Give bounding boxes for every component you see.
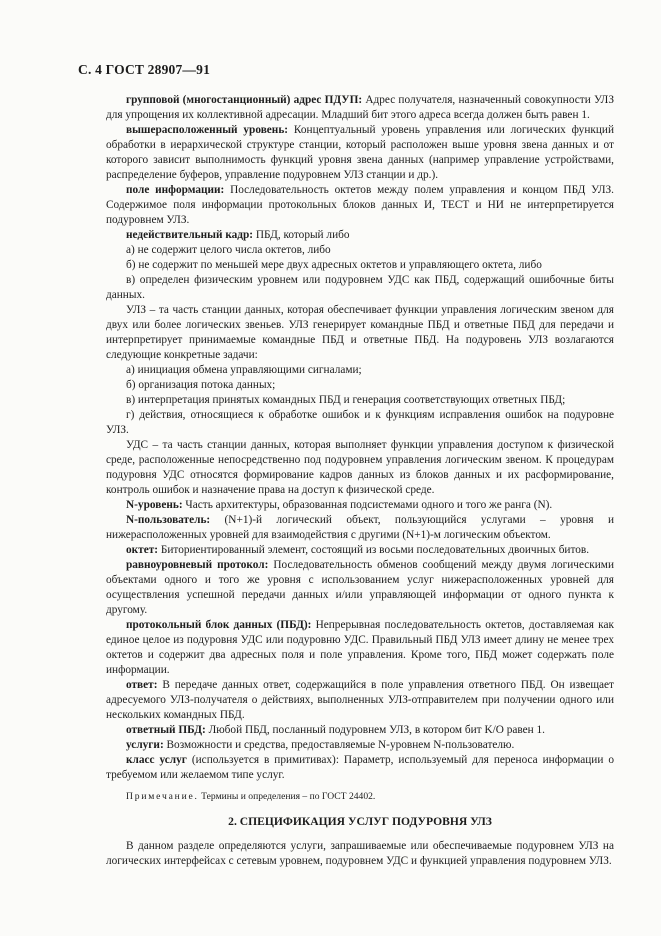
note-text: Термины и определения – по ГОСТ 24402.	[198, 791, 376, 802]
definition-term: N-пользователь:	[126, 514, 211, 526]
definition-entry	[106, 513, 614, 543]
definition-text: Концептуальный уровень управления или логических функций обработки в иерархической структуре станции, который расположен выше уровня звена данных и от которого зависит выполнимость функций уровня звена данных (например управление устройствами, распределение буферов, управление подуровнем УЛЗ станции и др.).	[106, 124, 614, 181]
definition-term: ответный ПБД:	[126, 724, 206, 736]
definition-text: Адрес получателя, назначенный совокупности УЛЗ для упрощения их коллективной адресации. Младший бит этого адреса всегда должен быть равен 1.	[106, 94, 614, 121]
ulz-paragraph: УЛЗ – та часть станции данных, которая обеспечивает функции управления логическим звеном для двух или более логических звеньев. УЛЗ генерирует командные ПБД и ответные ПБД для передачи и интерпретирует принимаемые командные ПБД и ответные ПБД. На подуровень УЛЗ возлагаются следующие конкретные задачи:	[106, 304, 614, 361]
definition-text: Любой ПБД, посланный подуровнем УЛЗ, в котором бит K/O равен 1.	[205, 724, 546, 736]
definition-term: N-уровень:	[126, 499, 183, 511]
definition-term: протокольный блок данных (ПБД):	[126, 619, 312, 631]
definition-term: поле информации:	[126, 184, 225, 196]
list-item: г) действия, относящиеся к обработке ошибок и к функциям исправления ошибок на подуровне УЛЗ.	[106, 409, 614, 436]
list-item: б) не содержит по меньшей мере двух адресных октетов и управляющего октета, либо	[126, 259, 542, 271]
definition-text: Биториентированный элемент, состоящий из восьми последовательных двоичных битов.	[158, 544, 590, 556]
definition-term: групповой (многостанционный) адрес ПДУП:	[126, 94, 363, 106]
definition-term: класс услуг	[126, 754, 187, 766]
definition-text: Часть архитектуры, образованная подсистемами одного и того же ранга (N).	[182, 499, 553, 511]
list-item: в) интерпретация принятых командных ПБД и генерация соответствующих ответных ПБД;	[126, 394, 566, 406]
definition-term: ответ:	[126, 679, 158, 691]
definition-text: В передаче данных ответ, содержащийся в поле управления ответного ПБД. Он извещает адресуемого УЛЗ-получателя о действиях, выполненных УЛЗ-отправителем при получении одного или нескольких командных ПБД.	[106, 679, 614, 721]
list-item: б) организация потока данных;	[126, 379, 276, 391]
definition-entry	[106, 93, 614, 123]
definition-term: равноуровневый протокол:	[126, 559, 269, 571]
definition-text: Последовательность обменов сообщений между двумя логическими объектами одного и того же уровня с использованием услуг нижерасположенных уровней для осуществления успешной передачи данных и/или управляющей информации от одного пункта к другому.	[106, 559, 615, 616]
section-heading: 2. СПЕЦИФИКАЦИЯ УСЛУГ ПОДУРОВНЯ УЛЗ	[228, 815, 492, 828]
definition-term: октет:	[126, 544, 159, 556]
definition-term: недействительный кадр:	[126, 229, 254, 241]
note	[106, 789, 614, 804]
list-item: а) инициация обмена управляющими сигналами;	[126, 364, 362, 376]
definition-entry	[106, 738, 614, 753]
definition-entry	[106, 123, 614, 183]
definition-entry	[106, 678, 614, 723]
definition-text: (N+1)-й логический объект, пользующийся услугами – уровня и нижерасположенных уровней для взаимодействия с другими (N+1)-м логическим объектом.	[106, 514, 614, 541]
list-item: в) определен физическим уровнем или подуровнем УДС как ПБД, содержащий ошибочные биты данных.	[106, 274, 614, 301]
definition-entry	[106, 228, 614, 243]
definition-text: (используется в примитивах): Параметр, используемый для переноса информации о требуемом или желаемом типе услуг.	[106, 754, 615, 781]
definition-entry	[106, 543, 614, 558]
section-paragraph: В данном разделе определяются услуги, запрашиваемые или обеспечиваемые подуровнем УЛЗ на логических интерфейсах с сетевым уровнем, подуровнем УДС и функцией управления подуровнем УЛЗ.	[106, 840, 614, 867]
definition-entry	[106, 723, 614, 738]
definition-text: Последовательность октетов между полем управления и концом ПБД УЛЗ. Содержимое поля информации протокольных блоков данных И, ТЕСТ и НИ не интерпретируется подуровнем УЛЗ.	[106, 184, 614, 226]
definition-term: вышерасположенный уровень:	[126, 124, 289, 136]
page-header: С. 4 ГОСТ 28907—91	[78, 62, 211, 77]
definition-entry	[106, 498, 614, 513]
page-content	[106, 93, 614, 869]
definition-text: Непрерывная последовательность октетов, доставляемая как единое целое из подуровня УДС или подуровню УДС. Правильный ПБД УЛЗ имеет длину не менее трех октетов и содержит два адресных поля и поле управления. Кроме того, ПБД может содержать поле информации.	[106, 619, 614, 676]
definition-entry	[106, 753, 614, 783]
definition-entry	[106, 183, 614, 228]
definition-text: Возможности и средства, предоставляемые N-уровнем N-пользователю.	[163, 739, 515, 751]
definition-text: ПБД, который либо	[253, 229, 350, 241]
note-label: Примечание.	[126, 791, 199, 802]
definition-term: услуги:	[126, 739, 164, 751]
list-item: а) не содержит целого числа октетов, либо	[126, 244, 331, 256]
definition-entry	[106, 618, 614, 678]
uds-paragraph: УДС – та часть станции данных, которая выполняет функции управления доступом к физической среде, расположенные непосредственно под подуровнем управления логическим звеном. К процедурам подуровня УДС относятся формирование кадров данных из блоков данных и их расформирование, контроль ошибок и назначение права на доступ к физической среде.	[106, 439, 614, 496]
definition-entry	[106, 558, 614, 618]
